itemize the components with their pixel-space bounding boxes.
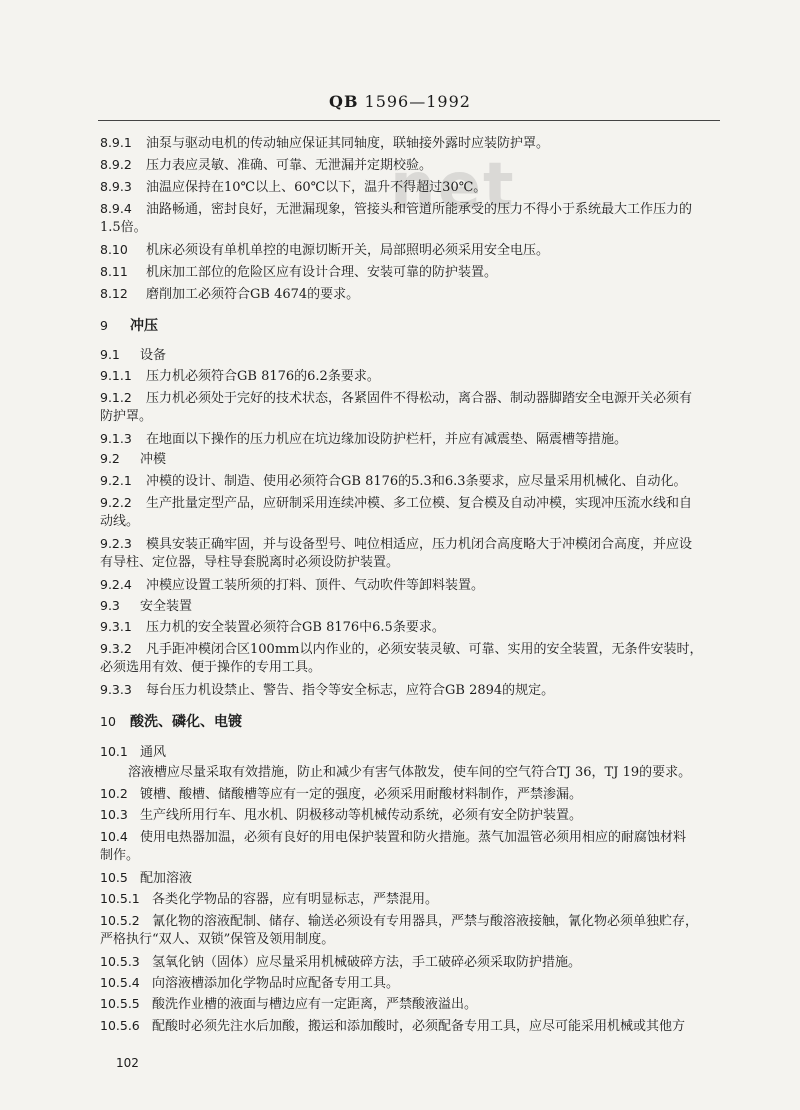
clause-8-11: 8.11 机床加工部位的危险区应有设计合理、安装可靠的防护装置。: [100, 264, 498, 280]
clause-9-2-4: 9.2.4 冲模应设置工装所须的打料、顶件、气动吹件等卸料装置。: [100, 577, 485, 593]
clause-9-3-1: 9.3.1 压力机的安全装置必须符合GB 8176中6.5条要求。: [100, 619, 445, 635]
clause-10-5-2: 10.5.2 氰化物的溶液配制、储存、输送必须设有专用器具，严禁与酸溶液接触，氰化物必须单独贮存，: [100, 913, 699, 929]
clause-8-12: 8.12 磨削加工必须符合GB 4674的要求。: [100, 286, 360, 302]
clause-10-2: 10.2 镀槽、酸槽、储酸槽等应有一定的强度，必须采用耐酸材料制作，严禁渗漏。: [100, 786, 583, 802]
clause-9-1-2-cont: 防护罩。: [100, 409, 153, 424]
standard-code-prefix: QB: [329, 92, 359, 111]
clause-10-5-4: 10.5.4 向溶液槽添加化学物品时应配备专用工具。: [100, 975, 400, 991]
clause-10-5-2-cont: 严格执行“双人、双锁”保管及领用制度。: [100, 932, 335, 947]
clause-8-9-1: 8.9.1 油泵与驱动电机的传动轴应保证其同轴度，联轴接外露时应装防护罩。: [100, 135, 550, 151]
clause-8-9-4: 8.9.4 油路畅通，密封良好，无泄漏现象，管接头和管道所能承受的压力不得小于系统最大工作压力的: [100, 201, 693, 217]
clause-10-4: 10.4 使用电热器加温，必须有良好的用电保护装置和防火措施。蒸气加温管必须用相应的耐腐蚀材料: [100, 829, 687, 845]
clause-9-1-2: 9.1.2 压力机必须处于完好的技术状态，各紧固件不得松动，离合器、制动器脚踏安全电源开关必须有: [100, 390, 693, 406]
clause-10-1: 10.1 通风: [100, 744, 167, 760]
clause-8-9-4-cont: 1.5倍。: [100, 220, 147, 235]
header-rule: [98, 120, 720, 121]
clause-9-1: 9.1 设备: [100, 347, 167, 363]
clause-10-5-1: 10.5.1 各类化学物品的容器，应有明显标志，严禁混用。: [100, 891, 439, 907]
clause-9-2-2-cont: 动线。: [100, 514, 140, 529]
clause-10-5-5: 10.5.5 酸洗作业槽的液面与槽边应有一定距离，严禁酸液溢出。: [100, 996, 478, 1012]
page-header: [0, 92, 800, 111]
clause-9-1-3: 9.1.3 在地面以下操作的压力机应在坑边缘加设防护栏杆，并应有减震垫、隔震槽等措施。: [100, 431, 628, 447]
clause-8-10: 8.10 机床必须设有单机单控的电源切断开关，局部照明必须采用安全电压。: [100, 242, 550, 258]
clause-9-2-3: 9.2.3 模具安装正确牢固，并与设备型号、吨位相适应，压力机闭合高度略大于冲模闭合高度，并应设: [100, 536, 693, 552]
section-9-heading: 9 冲压: [100, 318, 158, 334]
clause-9-3-2-cont: 必须选用有效、便于操作的专用工具。: [100, 660, 322, 675]
clause-9-3: 9.3 安全装置: [100, 598, 193, 614]
clause-10-4-cont: 制作。: [100, 848, 140, 863]
watermark: net: [390, 150, 516, 224]
clause-9-3-2: 9.3.2 凡手距冲模闭合区100mm以内作业的，必须安装灵敏、可靠、实用的安全装置，无条件安装时，: [100, 641, 703, 657]
clause-9-1-1: 9.1.1 压力机必须符合GB 8176的6.2条要求。: [100, 368, 380, 384]
clause-9-2-2: 9.2.2 生产批量定型产品，应研制采用连续冲模、多工位模、复合模及自动冲模，实现冲压流水线和自: [100, 495, 693, 511]
standard-code-number: 1596—1992: [364, 92, 471, 111]
clause-10-1-body: 溶液槽应尽量采取有效措施，防止和减少有害气体散发，使车间的空气符合TJ 36，TJ 19的要求。: [128, 765, 692, 780]
clause-8-9-3: 8.9.3 油温应保持在10℃以上、60℃以下，温升不得超过30℃。: [100, 179, 487, 195]
clause-10-5-3: 10.5.3 氢氧化钠（固体）应尽量采用机械破碎方法，手工破碎必须采取防护措施。: [100, 954, 582, 970]
clause-10-5: 10.5 配加溶液: [100, 870, 193, 886]
clause-10-5-6: 10.5.6 配酸时必须先注水后加酸，搬运和添加酸时，必须配备专用工具，应尽可能采用机械或其他方: [100, 1018, 686, 1034]
clause-9-2: 9.2 冲模: [100, 451, 167, 467]
clause-9-2-1: 9.2.1 冲模的设计、制造、使用必须符合GB 8176的5.3和6.3条要求，应尽量采用机械化、自动化。: [100, 473, 687, 489]
clause-10-3: 10.3 生产线所用行车、甩水机、阴极移动等机械传动系统，必须有安全防护装置。: [100, 807, 583, 823]
section-10-heading: 10 酸洗、磷化、电镀: [100, 714, 242, 730]
clause-9-3-3: 9.3.3 每台压力机设禁止、警告、指令等安全标志，应符合GB 2894的规定。: [100, 682, 555, 698]
clause-8-9-2: 8.9.2 压力表应灵敏、准确、可靠、无泄漏并定期校验。: [100, 157, 433, 173]
clause-9-2-3-cont: 有导柱、定位器，导柱导套脱离时必须设防护装置。: [100, 555, 400, 570]
page-number: 102: [116, 1056, 139, 1070]
